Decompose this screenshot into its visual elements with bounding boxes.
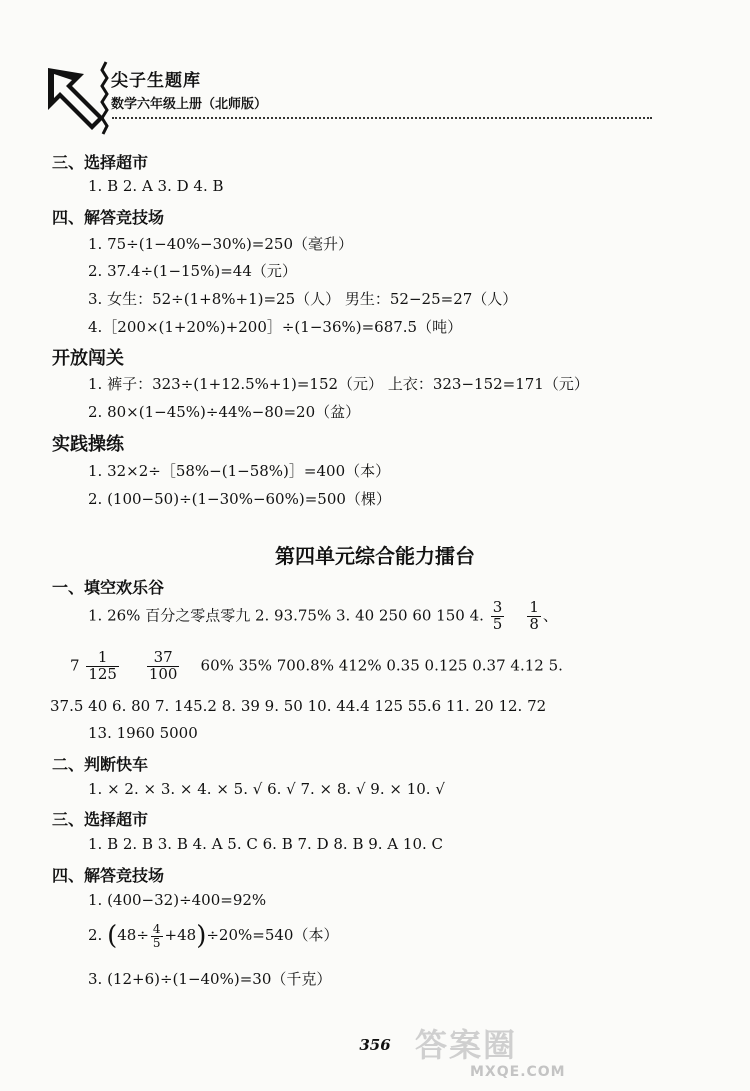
arrow-logo-icon — [40, 58, 115, 138]
answer-text: 1. 26% 百分之零点零九 2. 93.75% 3. 40 250 60 150 4. — [88, 606, 484, 625]
numerator: 37 — [147, 650, 180, 667]
answer-line: 3. (12+6)÷(1−40%)=30（千克） — [88, 970, 332, 988]
denominator: 5 — [492, 614, 503, 633]
answer-line: 1. 75÷(1−40%−30%)=250（毫升） — [88, 235, 353, 253]
fraction — [491, 600, 505, 633]
answer-line — [70, 650, 563, 683]
watermark-url: MXQE.COM — [470, 1064, 566, 1080]
watermark-logo: 答案圈 — [415, 1026, 518, 1064]
fraction — [151, 923, 163, 949]
answer-text: 2. — [88, 926, 103, 944]
answer-line: 13. 1960 5000 — [88, 724, 198, 742]
answer-line: 2. (100−50)÷(1−30%−60%)=500（棵） — [88, 490, 391, 508]
answer-text: 60% 35% 700.8% 412% 0.35 0.125 0.37 4.12 5. — [200, 656, 563, 675]
answer-line: 3. 女生：52÷(1+8%+1)=25（人） 男生：52−25=27（人） — [88, 290, 518, 308]
fraction — [527, 600, 541, 633]
answer-line: 1. (400−32)÷400=92% — [88, 891, 267, 909]
answer-text: 、 — [542, 606, 558, 625]
answer-text: +48 — [164, 926, 197, 944]
header-divider — [112, 117, 652, 119]
fraction — [147, 650, 180, 683]
numerator: 3 — [492, 598, 503, 616]
answer-line: 1. 32×2÷［58%−(1−58%)］=400（本） — [88, 462, 391, 480]
section-title: 三、选择超市 — [52, 153, 149, 172]
answer-line: 2. 80×(1−45%)÷44%−80=20（盆） — [88, 403, 361, 421]
numerator: 1 — [86, 650, 119, 667]
section-title: 开放闯关 — [52, 348, 124, 369]
denominator: 5 — [152, 935, 161, 950]
answer-line: 1. B 2. B 3. B 4. A 5. C 6. B 7. D 8. B 9. A 10. C — [88, 835, 444, 853]
open-paren-icon: ( — [107, 921, 118, 951]
section-title: 四、解答竞技场 — [52, 208, 165, 227]
answer-line: 37.5 40 6. 80 7. 145.2 8. 39 9. 50 10. 44.4 125 55.6 11. 20 12. 72 — [50, 697, 547, 715]
answer-text: 7 — [70, 656, 80, 675]
section-title: 四、解答竞技场 — [52, 866, 165, 885]
numerator: 4 — [152, 921, 161, 936]
section-title: 实践操练 — [52, 434, 124, 455]
answer-line: 1. B 2. A 3. D 4. B — [88, 177, 224, 195]
section-title: 二、判断快车 — [52, 755, 149, 774]
denominator: 100 — [148, 664, 178, 683]
section-title: 一、填空欢乐谷 — [52, 578, 165, 597]
book-title: 尖子生题库 — [111, 71, 201, 91]
book-subtitle: 数学六年级上册（北师版） — [111, 97, 268, 112]
close-paren-icon: ) — [196, 921, 207, 951]
answer-line: 2. 37.4÷(1−15%)=44（元） — [88, 262, 297, 280]
answer-line — [88, 600, 558, 633]
page-number: 356 — [359, 1036, 391, 1054]
unit-title: 第四单元综合能力擂台 — [275, 544, 475, 568]
answer-line: 1. × 2. × 3. × 4. × 5. √ 6. √ 7. × 8. √ 9. × 10. √ — [88, 780, 445, 798]
answer-line — [88, 921, 338, 951]
answer-text: 48÷ — [117, 926, 149, 944]
denominator: 125 — [88, 664, 117, 683]
denominator: 8 — [529, 614, 539, 633]
answer-line: 4.［200×(1+20%)+200］÷(1−36%)=687.5（吨） — [88, 318, 463, 336]
section-title: 三、选择超市 — [52, 810, 149, 829]
answer-text: ÷20%=540（本） — [206, 926, 339, 944]
answer-line: 1. 裤子：323÷(1+12.5%+1)=152（元） 上衣：323−152=171（元） — [88, 375, 589, 393]
fraction — [86, 650, 119, 683]
numerator: 1 — [529, 598, 539, 616]
